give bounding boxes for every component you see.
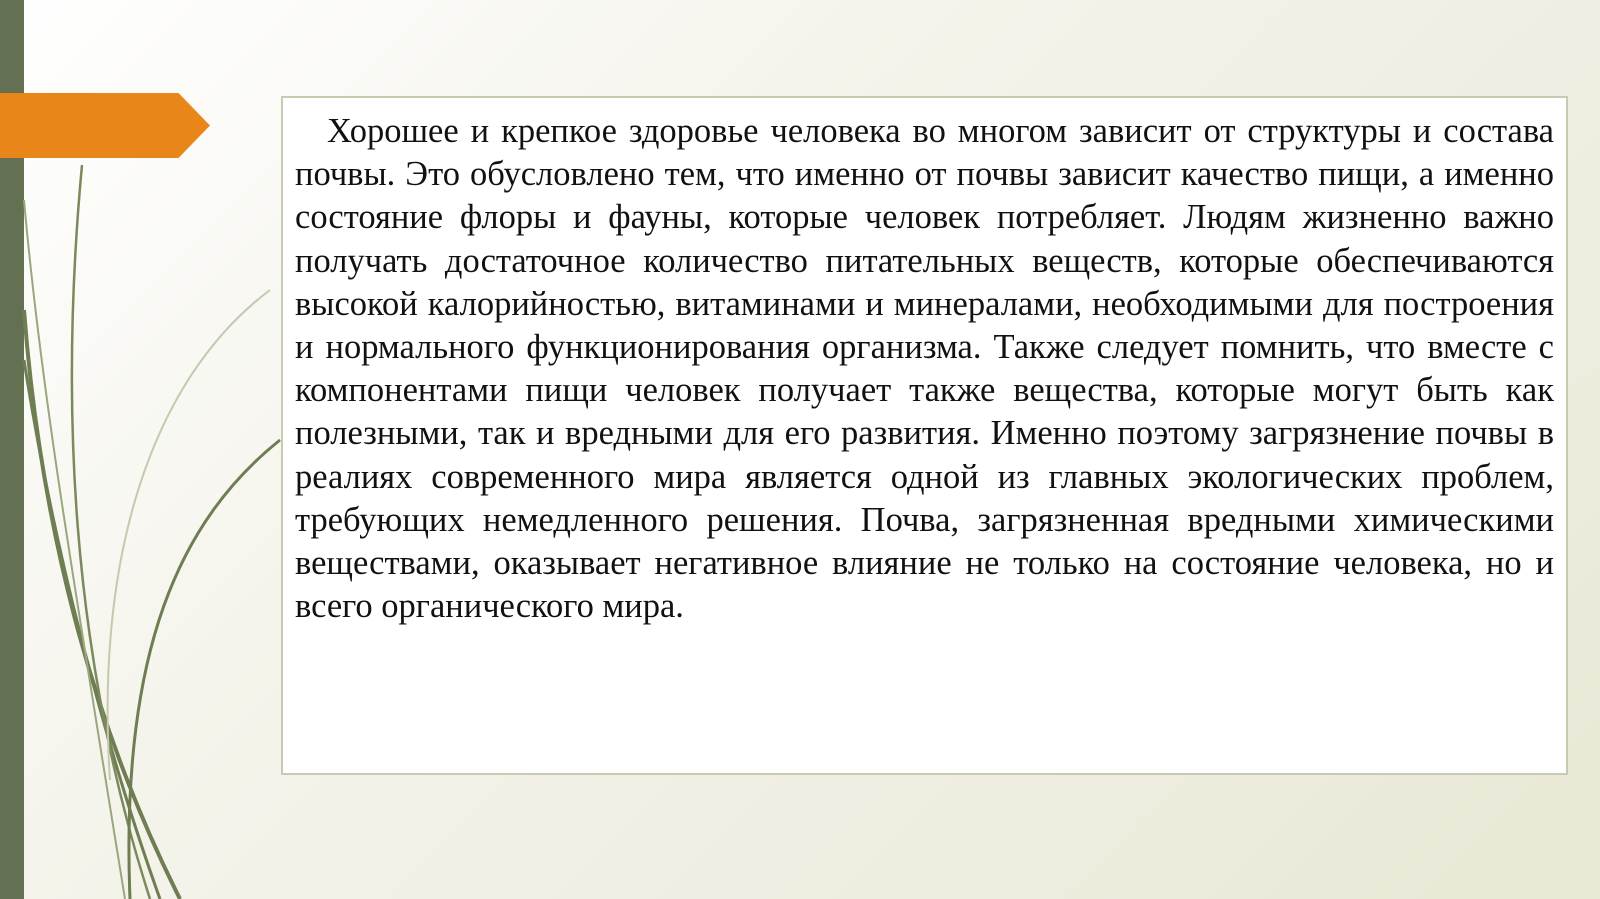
body-text: Хорошее и крепкое здоровье человека во многом зависит от структуры и состава почвы. Это обусловлено тем, что именно от почвы зависит качество пищи, а именно состояние флоры и фауны, которые человек потребляет. Людям жизненно важно получать достаточное количество питательных веществ, которые обеспечиваются высокой калорийностью, витаминами и минералами, необходимыми для построения и нормального функционирования организма. Также следует помнить, что вместе с компонентами пищи человек получает также вещества, которые могут быть как полезными, так и вредными для его развития. Именно поэтому загрязнение почвы в реалиях современного мира является одной из главных экологических проблем, требующих немедленного решения. Почва, загрязненная вредными химическими веществами, оказывает негативное влияние не только на состояние человека, но и всего органического мира. xyxy=(295,112,1554,626)
orange-accent-tab xyxy=(0,93,210,158)
text-box xyxy=(281,96,1568,775)
